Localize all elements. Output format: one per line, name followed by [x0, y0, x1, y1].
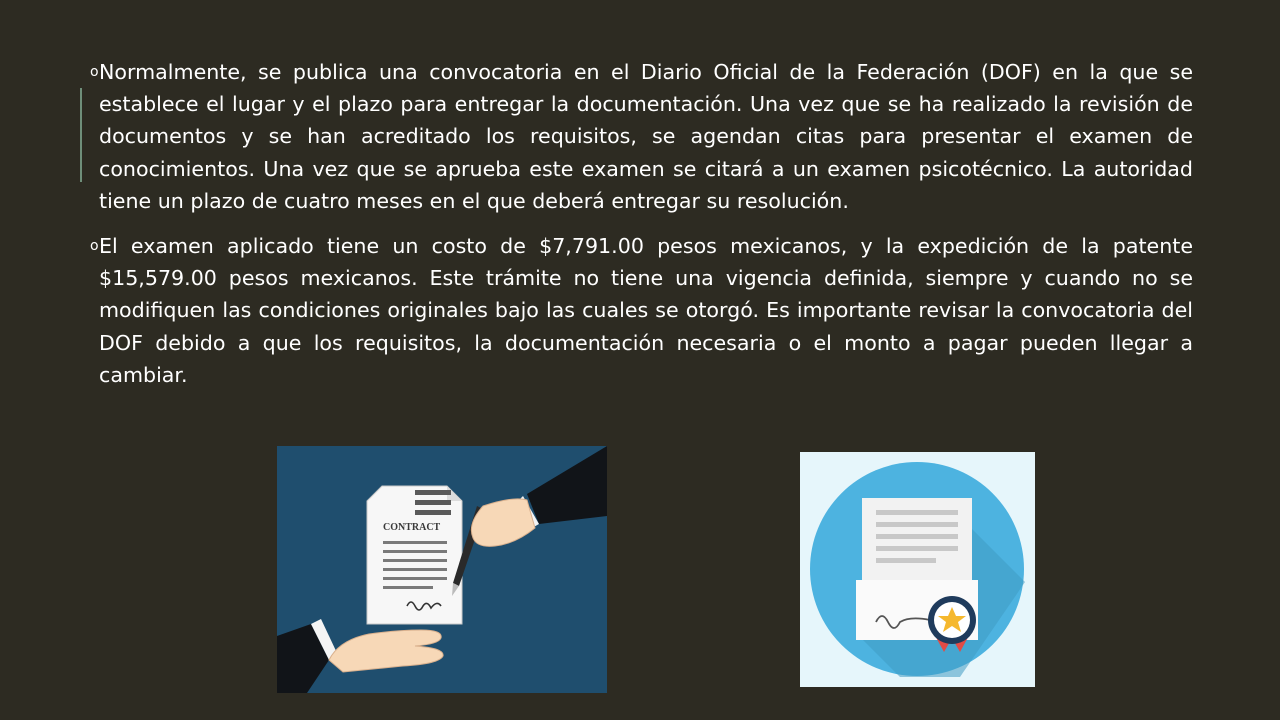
bullet-marker: o [90, 64, 99, 80]
contract-label: CONTRACT [383, 522, 441, 533]
accent-line [80, 88, 82, 182]
contract-signing-image [277, 446, 607, 693]
certificate-image [800, 452, 1035, 687]
bullet-item [90, 56, 1193, 217]
bullet-text: El examen aplicado tiene un costo de $7,791.00 pesos mexicanos, y la expedición de la patente $15,579.00 pesos mexicanos. Este trámite no tiene una vigencia definida, siempre y cuando no se modifiquen las condiciones originales bajo las cuales se otorgó. Es importante revisar la convocatoria del DOF debido a que los requisitos, la documentación necesaria o el monto a pagar pueden llegar a cambiar. [99, 234, 1193, 387]
bullet-text: Normalmente, se publica una convocatoria en el Diario Oficial de la Federación (DOF) en la que se establece el lugar y el plazo para entregar la documentación. Una vez que se ha realizado la revisión de documentos y se han acreditado los requisitos, se agendan citas para presentar el examen de conocimientos. Una vez que se aprueba este examen se citará a un examen psicotécnico. La autoridad tiene un plazo de cuatro meses en el que deberá entregar su resolución. [99, 60, 1193, 213]
bullet-marker: o [90, 238, 99, 255]
bullet-item [90, 230, 1193, 391]
bullet-list [90, 56, 1193, 404]
